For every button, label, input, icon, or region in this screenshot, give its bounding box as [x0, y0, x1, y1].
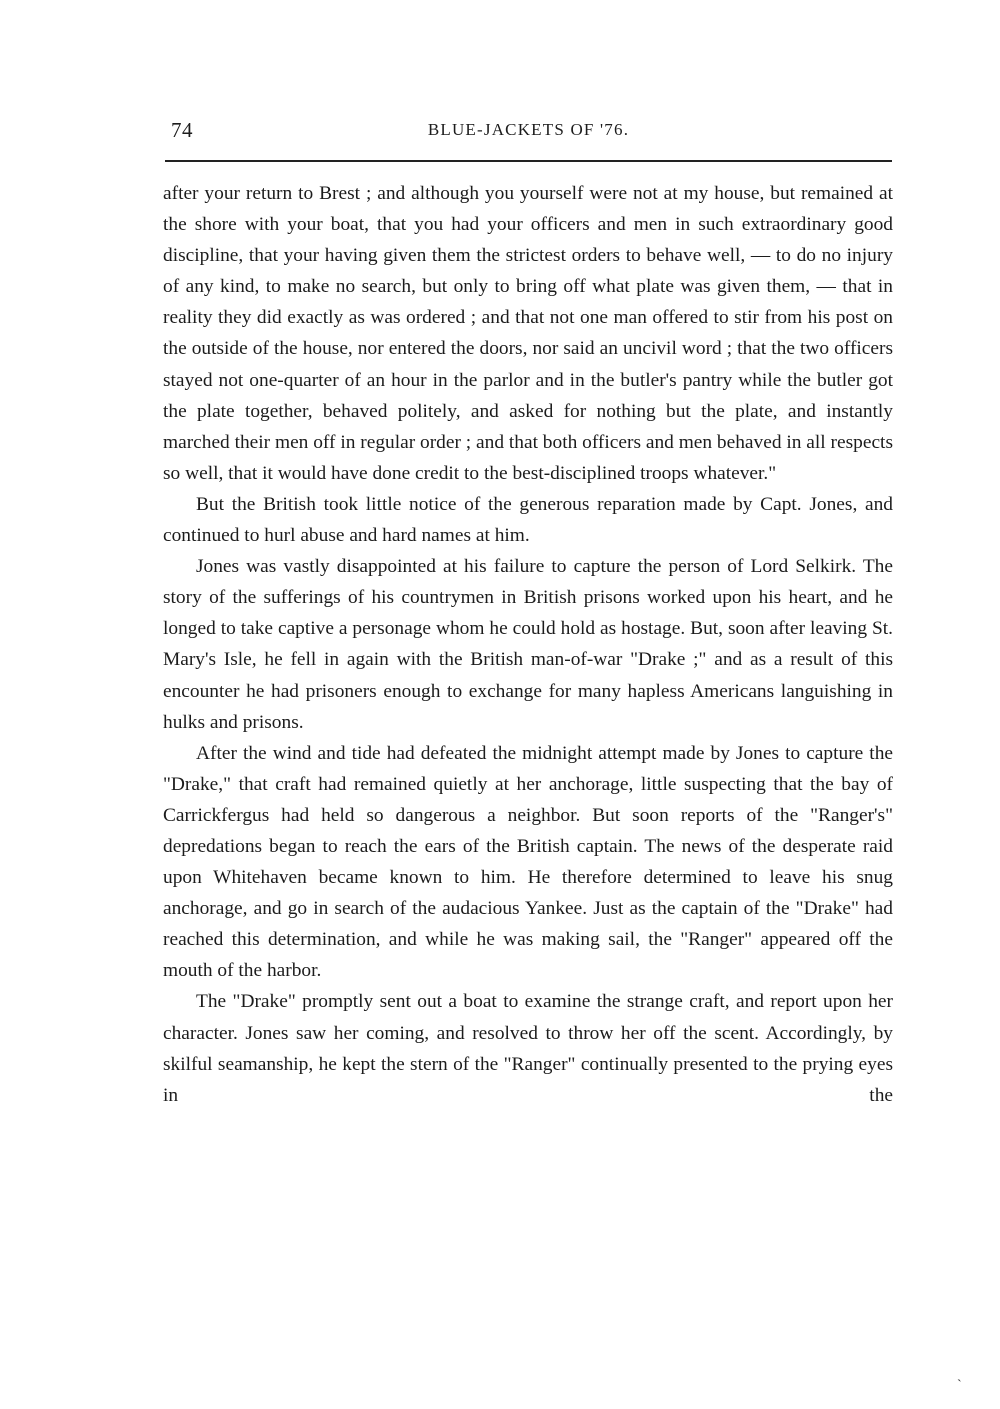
body-text: [163, 178, 893, 1111]
paragraph-continued-quote: after your return to Brest ; and although you yourself were not at my house, but remained at the shore with your boat, that you had your officers and men in such extraordinary good discipline, that your having given them the strictest orders to behave well, — to do no injury of any kind, to make no search, but only to bring off what plate was given them, — that in reality they did exactly as was ordered ; and that not one man offered to stir from his post on the outside of the house, nor entered the doors, nor said an uncivil word ; that the two officers stayed not one-quarter of an hour in the parlor and in the butler's pantry while the butler got the plate together, behaved politely, and asked for nothing but the plate, and instantly marched their men off in regular order ; and that both officers and men behaved in all respects so well, that it would have done credit to the best-disciplined troops whatever.": [163, 183, 893, 484]
paragraph-drake-boat: The "Drake" promptly sent out a boat to examine the strange craft, and report upon her character. Jones saw her coming, and resolved to throw her off the scent. Accordingly, by skilful seamanship, he kept the stern of the "Ranger" continually presented to the prying eyes in the: [163, 991, 893, 1106]
paragraph-drake-anchorage: After the wind and tide had defeated the midnight attempt made by Jones to capture the "Drake," that craft had remained quietly at her anchorage, little suspecting that the bay of Carrickfergus had held so dangerous a neighbor. But soon reports of the "Ranger's" depredations began to reach the ears of the British captain. The news of the desperate raid upon Whitehaven became known to him. He therefore determined to leave his snug anchorage, and go in search of the audacious Yankee. Just as the captain of the "Drake" had reached this determination, and while he was making sail, the "Ranger" appeared off the mouth of the harbor.: [163, 742, 893, 982]
header-rule: [165, 160, 892, 162]
paragraph-reparation: But the British took little notice of the generous reparation made by Capt. Jones, and continued to hurl abuse and hard names at him.: [163, 493, 893, 547]
page-speck-mark: `: [957, 1378, 962, 1393]
page-number: 74: [171, 118, 193, 142]
running-title: BLUE-JACKETS OF '76.: [427, 120, 630, 139]
paragraph-jones-disappointed: Jones was vastly disappointed at his failure to capture the person of Lord Selkirk. The story of the sufferings of his countrymen in British prisons worked upon his heart, and he longed to take captive a personage whom he could hold as hostage. But, soon after leaving St. Mary's Isle, he fell in again with the British man-of-war "Drake ;" and as a result of this encounter he had prisoners enough to exchange for many hapless Americans languishing in hulks and prisons.: [163, 556, 893, 733]
running-head: [165, 118, 892, 148]
